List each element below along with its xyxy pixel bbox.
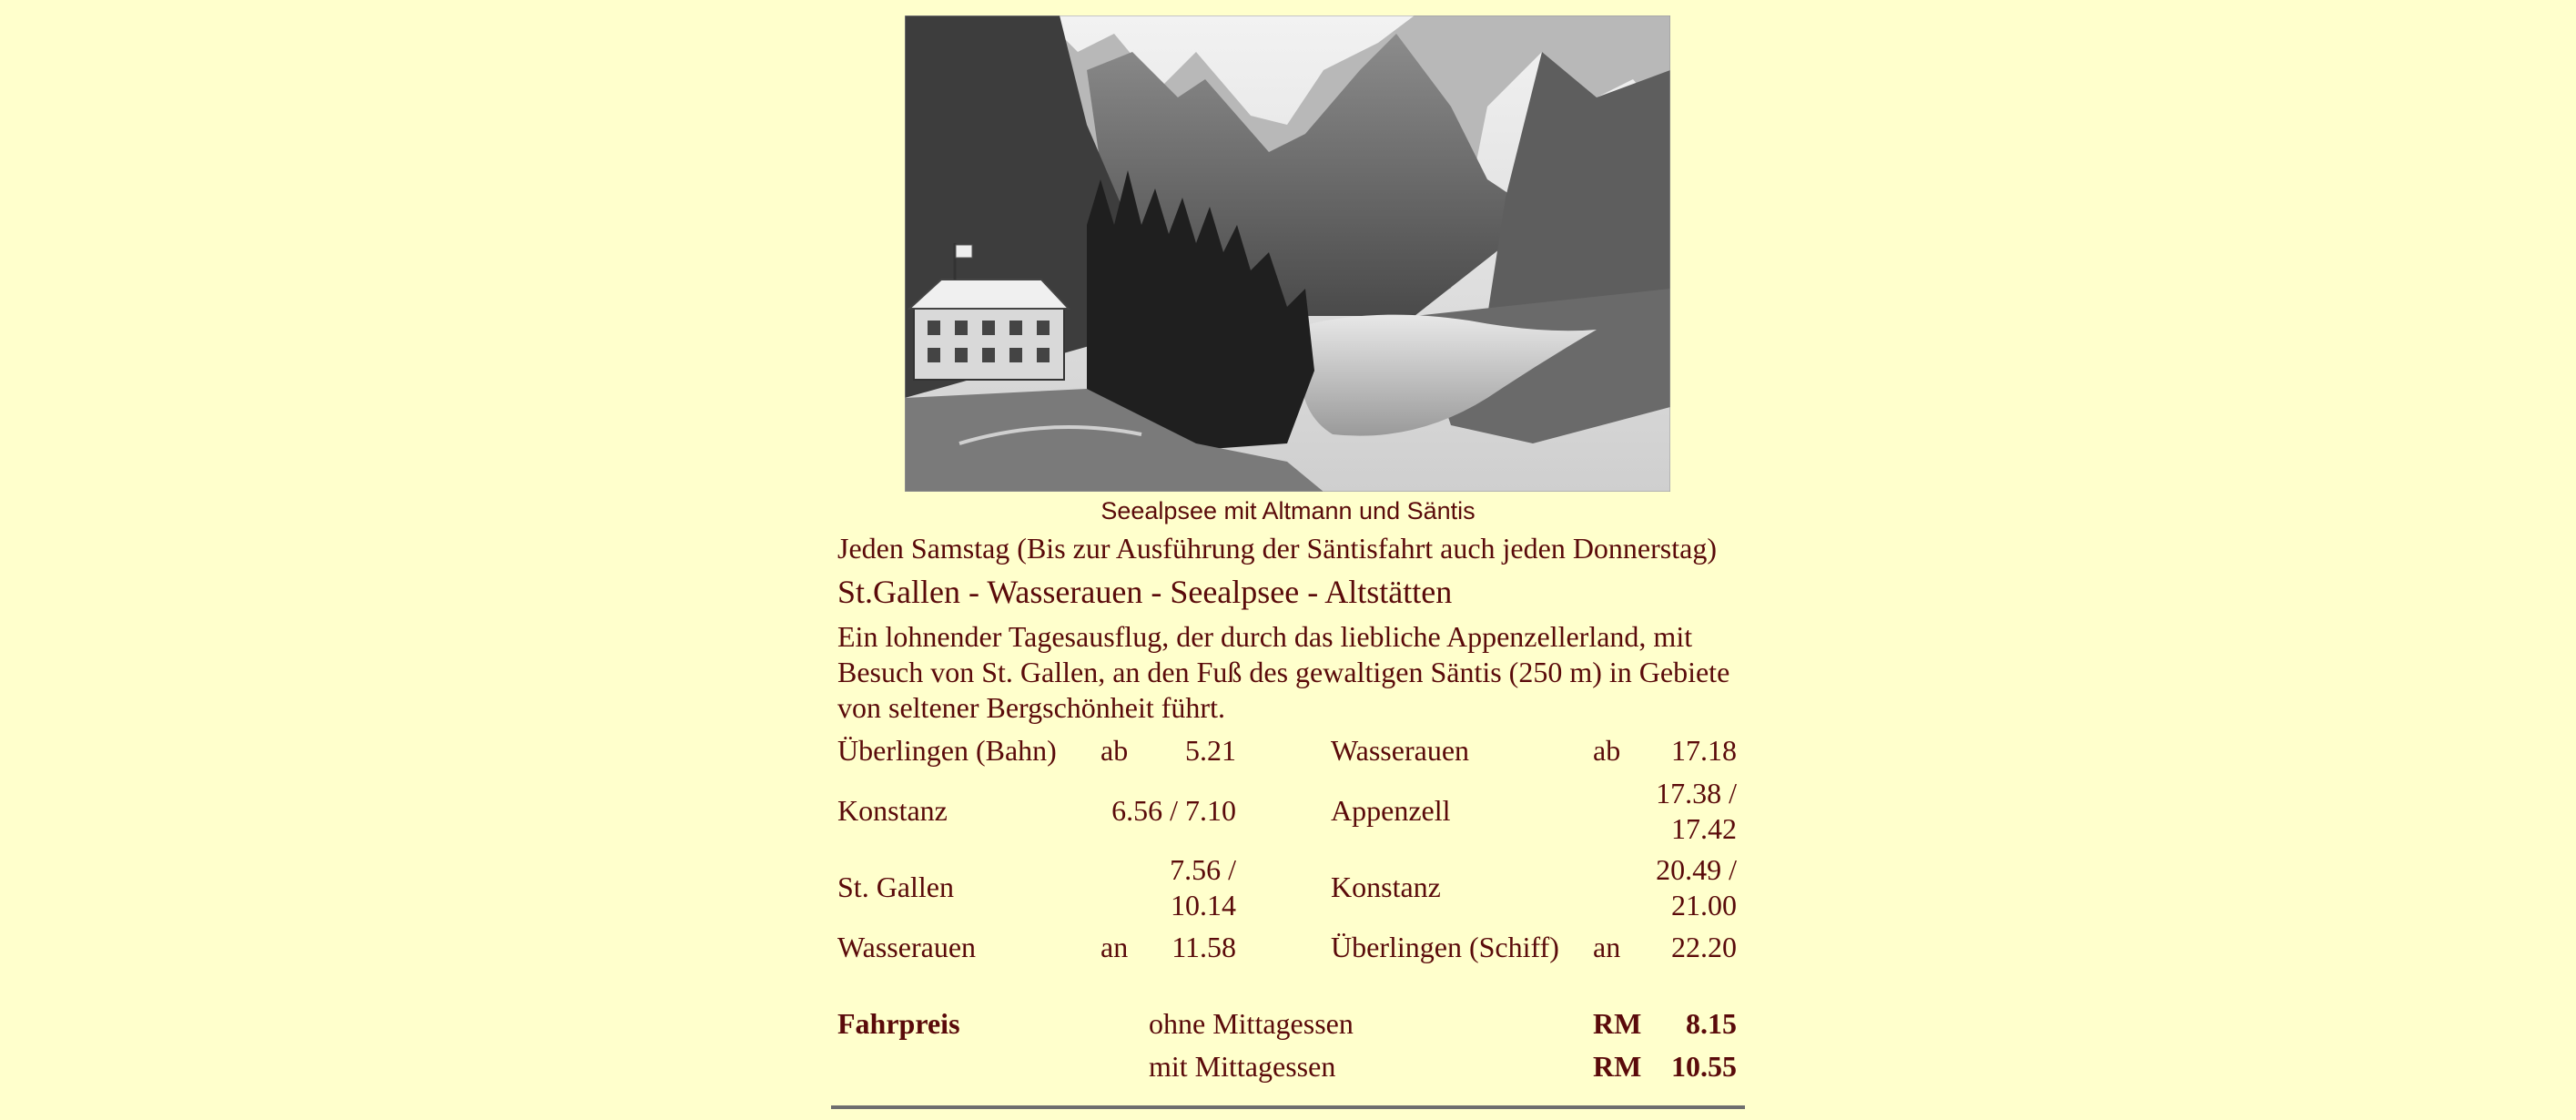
outbound-station: St. Gallen [837,871,954,903]
mountain-lake-photo-icon [905,15,1670,492]
fare-currency: RM [1593,1050,1642,1083]
return-time: 22.20 [1671,931,1737,963]
route-heading: St.Gallen - Wasserauen - Seealpsee - Altstätten [837,574,1453,610]
return-time: 17.18 [1671,734,1737,767]
outbound-time: 10.14 [1171,889,1236,921]
outbound-time: 6.56 / 7.10 [1111,794,1236,827]
outbound-time: 5.21 [1185,734,1236,767]
outbound-station: Wasserauen [837,931,977,963]
return-station: Überlingen (Schiff) [1331,931,1559,963]
fare-label: Fahrpreis [837,1007,960,1040]
return-time: 17.38 / [1656,777,1737,809]
return-mark: an [1593,931,1621,963]
return-time: 21.00 [1671,889,1737,921]
outbound-time: 11.58 [1171,931,1236,963]
outbound-mark: ab [1100,734,1129,767]
fare-option: mit Mittagessen [1149,1050,1336,1083]
outbound-mark: an [1100,931,1129,963]
fare-currency: RM [1593,1007,1642,1040]
return-station: Appenzell [1331,794,1451,827]
outbound-station: Überlingen (Bahn) [837,734,1057,767]
bottom-divider [831,1105,1745,1109]
fare-price: 10.55 [1671,1050,1737,1083]
return-time: 20.49 / [1656,853,1737,886]
fare-price: 8.15 [1686,1007,1737,1040]
fare-option: ohne Mittagessen [1149,1007,1354,1040]
schedule-note: Jeden Samstag (Bis zur Ausführung der Säntisfahrt auch jeden Donnerstag) [837,532,1717,565]
outbound-station: Konstanz [837,794,948,827]
trip-description: Ein lohnender Tagesausflug, der durch das liebliche Appenzellerland, mit Besuch von St. Gallen, an den Fuß des gewaltigen Säntis (250 m) in Gebiete von seltener Bergschönheit führt. [837,620,1730,724]
seealpsee-photo [905,15,1670,492]
return-station: Konstanz [1331,871,1441,903]
outbound-time: 7.56 / [1170,853,1236,886]
return-station: Wasserauen [1331,734,1470,767]
return-time: 17.42 [1671,812,1737,845]
photo-caption: Seealpsee mit Altmann und Säntis [1100,497,1476,524]
return-mark: ab [1593,734,1621,767]
